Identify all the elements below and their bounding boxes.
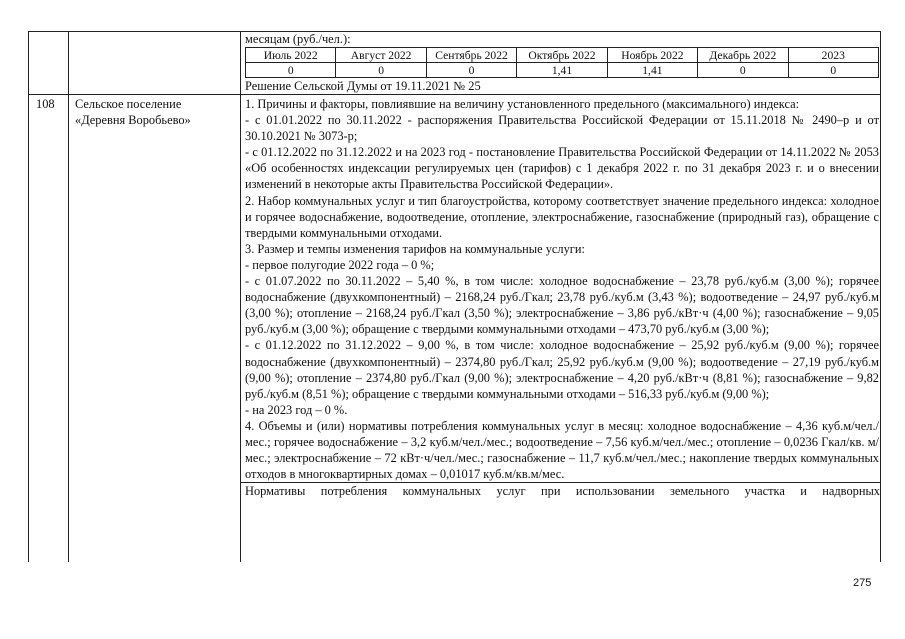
paragraph-period-2: - с 01.12.2022 по 31.12.2022 и на 2023 год - постановление Правительства Российской Федерации от 14.11.2022 № 2053 «Об особенностях индексации регулируемых цен (тарифов) с 1 декабря 2022 г. по 31 декабря 2023 г. и о внесении изменений в некоторые акты Правительства Российской Федерации». [245, 145, 879, 192]
row-separator [28, 94, 881, 95]
page-number: 275 [853, 577, 872, 589]
table-border-col1 [68, 31, 69, 562]
table-row [246, 63, 879, 78]
month-header: Октябрь 2022 [517, 48, 607, 63]
paragraph-2023: - на 2023 год – 0 %. [245, 402, 348, 417]
paragraph-reasons: 1. Причины и факторы, повлиявшие на величину установленного предельного (максимального) индекса: [245, 97, 800, 111]
paragraph-volumes: 4. Объемы и (или) нормативы потребления коммунальных услуг в месяц: холодное водоснабжение – 4,36 куб.м/чел./мес.; горячее водоснабжение – 3,2 куб.м/чел./мес.; водоотведение – 7,56 куб.м/чел./мес.; отопление – 0,0236 Гкал/кв. м/мес.; электроснабжение – 72 кВт·ч/чел./мес.; газоснабжение – 11,7 куб.м/чел./мес.; накопление твердых коммунальных отходов в многоквартирных домах – 0,01017 куб.м/кв.м/мес. [245, 418, 879, 482]
month-header: 2023 [788, 48, 878, 63]
paragraph-norms: Нормативы потребления коммунальных услуг при использовании земельного участка и надворных [240, 482, 880, 499]
month-value: 1,41 [517, 63, 607, 78]
row-number: 108 [36, 97, 55, 111]
month-value: 0 [698, 63, 788, 78]
month-value: 0 [246, 63, 336, 78]
paragraph-period-1: - с 01.01.2022 по 30.11.2022 - распоряжения Правительства Российской Федерации от 15.11.2018 № 2490–р и от 30.10.2021 № 3073-р; [245, 113, 879, 144]
month-value: 0 [788, 63, 878, 78]
month-value: 0 [336, 63, 426, 78]
paragraph-tariffs-heading: 3. Размер и темпы изменения тарифов на коммунальные услуги: [245, 241, 585, 256]
settlement-name-line2: «Деревня Воробьево» [75, 113, 191, 127]
month-value: 0 [426, 63, 516, 78]
month-header: Декабрь 2022 [698, 48, 788, 63]
duma-decision: Решение Сельской Думы от 19.11.2021 № 25 [245, 79, 481, 93]
month-header: Август 2022 [336, 48, 426, 63]
table-border-top [28, 31, 881, 32]
months-label: месяцам (руб./чел.): [245, 32, 351, 46]
table-row [246, 48, 879, 63]
settlement-name [75, 96, 235, 128]
month-value: 1,41 [607, 63, 697, 78]
row-content [245, 96, 879, 499]
month-header: Июль 2022 [246, 48, 336, 63]
table-border-right [880, 31, 881, 562]
month-header: Сентябрь 2022 [426, 48, 516, 63]
paragraph-jul-nov: - с 01.07.2022 по 30.11.2022 – 5,40 %, в том числе: холодное водоснабжение – 23,78 руб./куб.м (3,00 %); горячее водоснабжение (двухкомпонентный) – 2168,24 руб./Гкал; 23,78 руб./куб.м (3,43 %); водоотведение – 24,97 руб./куб.м (3,00 %); отопление – 2168,24 руб./Гкал (3,50 %); электроснабжение – 3,86 руб./кВт·ч (4,00 %); газоснабжение – 9,05 руб./куб.м (3,00 %); обращение с твердыми коммунальными отходами – 473,70 руб./куб.м (3,00 %); [245, 274, 879, 337]
month-header: Ноябрь 2022 [607, 48, 697, 63]
paragraph-first-half: - первое полугодие 2022 года – 0 %; [245, 257, 435, 272]
monthly-payment-table [245, 47, 879, 78]
settlement-name-line1: Сельское поселение [75, 97, 182, 111]
table-border-left [28, 31, 29, 562]
paragraph-dec: - с 01.12.2022 по 31.12.2022 – 9,00 %, в том числе: холодное водоснабжение – 25,92 руб./куб.м (9,00 %); горячее водоснабжение (двухкомпонентный) – 2374,80 руб./Гкал; 25,92 руб./куб.м (9,00 %); водоотведение – 27,19 руб./куб.м (9,00 %); отопление – 2374,80 руб./Гкал (9,00 %); электроснабжение – 4,20 руб./кВт·ч (8,81 %); газоснабжение – 9,82 руб./куб.м (8,51 %); обращение с твердыми коммунальными отходами – 516,33 руб./куб.м (9,00 %); [245, 338, 879, 401]
paragraph-services-set: 2. Набор коммунальных услуг и тип благоустройства, которому соответствует значение предельного индекса: холодное и горячее водоснабжение, водоотведение, отопление, электроснабжение, газоснабжение (природный газ), обращение с твердыми коммунальными отходами. [245, 193, 879, 240]
